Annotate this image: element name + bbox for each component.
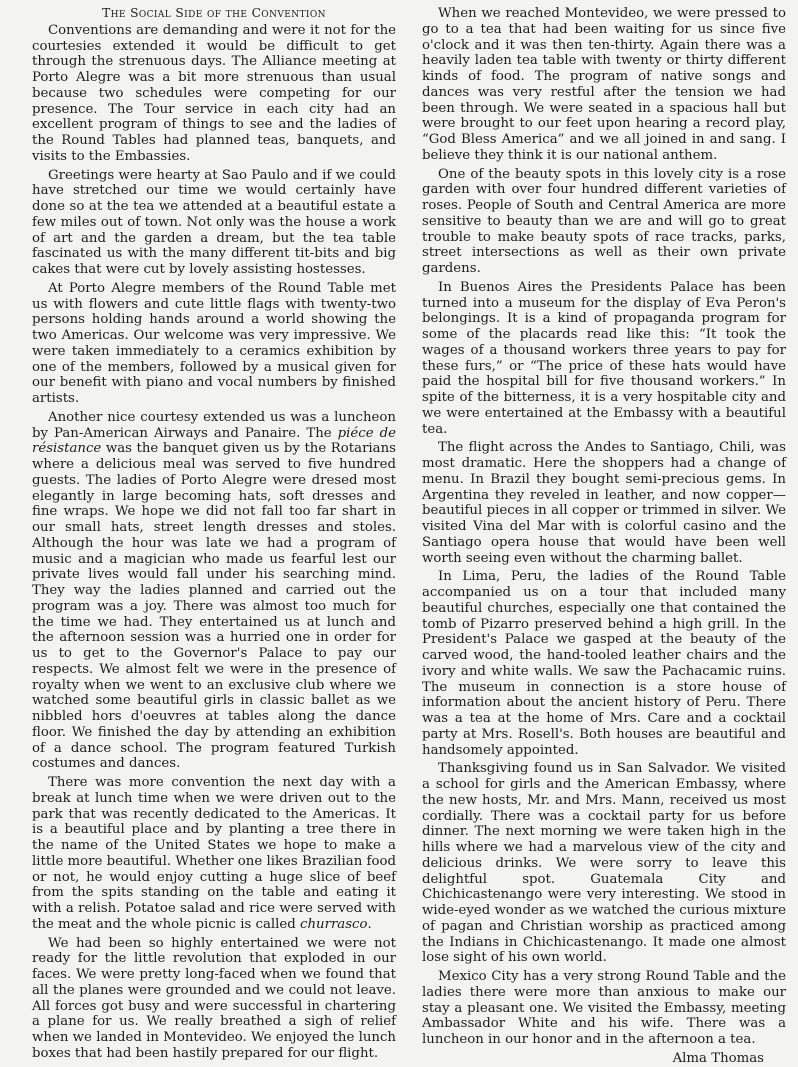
author-signature: Alma Thomas	[672, 1050, 764, 1066]
paragraph: There was more convention the next day with a break at lunch time when we were driven out to the park that was recently dedicated to the Americas. It is a beautiful place and by planting a tree there in the name of the United States we hope to make a little more beautiful. Whether one likes Brazilian food or not, he would enjoy cutting a huge slice of beef from the spits standing on the table and eating it with a relish. Potatoe salad and rice were served with the meat and the whole picnic is called churrasco.	[32, 775, 396, 932]
paragraph: Conventions are demanding and were it not for the courtesies extended it would be difficult to get through the strenuous days. The Alliance meeting at Porto Alegre was a bit more strenuous than usual because two schedules were competing for our presence. The Tour service in each city had an excellent program of things to see and the ladies of the Round Tables had planned teas, banquets, and visits to the Embassies.	[32, 22, 396, 164]
paragraph: In Buenos Aires the Presidents Palace has been turned into a museum for the display of Eva Peron's belongings. It is a kind of propaganda program for some of the placards read like this: “It took the wages of a thousand workers three years to pay for these furs,” or “The price of these hats would have paid the hospital bill for five thousand workers.” In spite of the bitterness, it is a very hospitable city and we were entertained at the Embassy with a beautiful tea.	[422, 279, 786, 437]
paragraph: Thanksgiving found us in San Salvador. We visited a school for girls and the American Embassy, where the new hosts, Mr. and Mrs. Mann, received us most cordially. There was a cocktail party for us before dinner. The next morning we were taken high in the hills where we had a marvelous view of the city and delicious drinks. We were sorry to leave this delightful spot. Guatemala City and Chichicastenango were very interesting. We stood in wide-eyed wonder as we watched the curious mixture of pagan and Christian worship as practiced among the Indians in Chichicastenango. It made one almost lose sight of his own world.	[422, 761, 786, 966]
paragraph: In Lima, Peru, the ladies of the Round Table accompanied us on a tour that included many beautiful churches, especially one that contained the tomb of Pizarro preserved behind a high grill. In the President's Palace we gasped at the beauty of the carved wood, the hand-tooled leather chairs and the ivory and white walls. We saw the Pachacamic ruins. The museum in connection is a store house of information about the ancient history of Peru. There was a tea at the home of Mrs. Care and a cocktail party at Mrs. Rosell's. Both houses are beautiful and handsomely appointed.	[422, 569, 786, 758]
paragraph: Another nice courtesy extended us was a luncheon by Pan-American Airways and Panaire. The piéce de résistance was the banquet given us by the Rotarians where a delicious meal was served to five hundred guests. The ladies of Porto Alegre were dresed most elegantly in large becoming hats, soft dresses and fine wraps. We hope we did not fall too far shart in our small hats, street length dresses and stoles. Although the hour was late we had a program of music and a magician who made us fearful lest our private lives would fall under his searching mind. They way the ladies planned and carried out the program was a joy. There was almost too much for the time we had. They entertained us at lunch and the afternoon session was a hurried one in order for us to get to the Governor's Palace to pay our respects. We almost felt we were in the presence of royalty when we went to an exclusive club where we watched some beautiful girls in classic ballet as we nibbled hors d'oeuvres at tables along the dance floor. We finished the day by attending an exhibition of a dance school. The program featured Turkish costumes and dances.	[32, 409, 396, 772]
right-column	[422, 6, 786, 1066]
paragraph: The flight across the Andes to Santiago, Chili, was most dramatic. Here the shoppers had a change of menu. In Brazil they bought semi-precious gems. In Argentina they reveled in leather, and now copper—beautiful pieces in all copper or trimmed in silver. We visited Vina del Mar with is colorful casino and the Santiago opera house that would have been well worth seeing even without the charming ballet.	[422, 440, 786, 566]
paragraph: When we reached Montevideo, we were pressed to go to a tea that had been waiting for us since five o'clock and it was then ten-thirty. Again there was a heavily laden tea table with twenty or thirty different kinds of food. The program of native songs and dances was very restful after the tension we had been through. We were seated in a spacious hall but were brought to our feet upon hearing a record play, “God Bless America” and we all joined in and sang. I believe they think it is our national anthem.	[422, 6, 786, 163]
paragraph: Greetings were hearty at Sao Paulo and if we could have stretched our time we would certainly have done so at the tea we attended at a beautiful estate a few miles out of town. Not only was the house a work of art and the garden a dream, but the tea table fascinated us with the many different tit-bits and big cakes that were cut by lovely assisting hostesses.	[32, 167, 396, 277]
paragraph: One of the beauty spots in this lovely city is a rose garden with over four hundred different varieties of roses. People of South and Central America are more sensitive to beauty than we are and will go to great trouble to make beauty spots of race tracks, parks, street intersections as well as their own private gardens.	[422, 166, 786, 276]
paragraph: We had been so highly entertained we were not ready for the little revolution that exploded in our faces. We were pretty long-faced when we found that all the planes were grounded and we could not leave. All forces got busy and were successful in chartering a plane for us. We really breathed a sigh of relief when we landed in Montevideo. We enjoyed the lunch boxes that had been hastily prepared for our flight.	[32, 935, 396, 1061]
paragraph: At Porto Alegre members of the Round Table met us with flowers and cute little flags with twenty-two persons holding hands around a world showing the two Americas. Our welcome was very impressive. We were taken immediately to a ceramics exhibition by one of the members, followed by a musical given for our benefit with piano and vocal numbers by finished artists.	[32, 280, 396, 406]
paragraph: Mexico City has a very strong Round Table and the ladies there were more than anxious to make our stay a pleasant one. We visited the Embassy, meeting Ambassador White and his wife. There was a luncheon in our honor and in the afternoon a tea.	[422, 969, 786, 1047]
left-column	[32, 6, 396, 1061]
article-title: The Social Side of the Convention	[102, 6, 326, 20]
